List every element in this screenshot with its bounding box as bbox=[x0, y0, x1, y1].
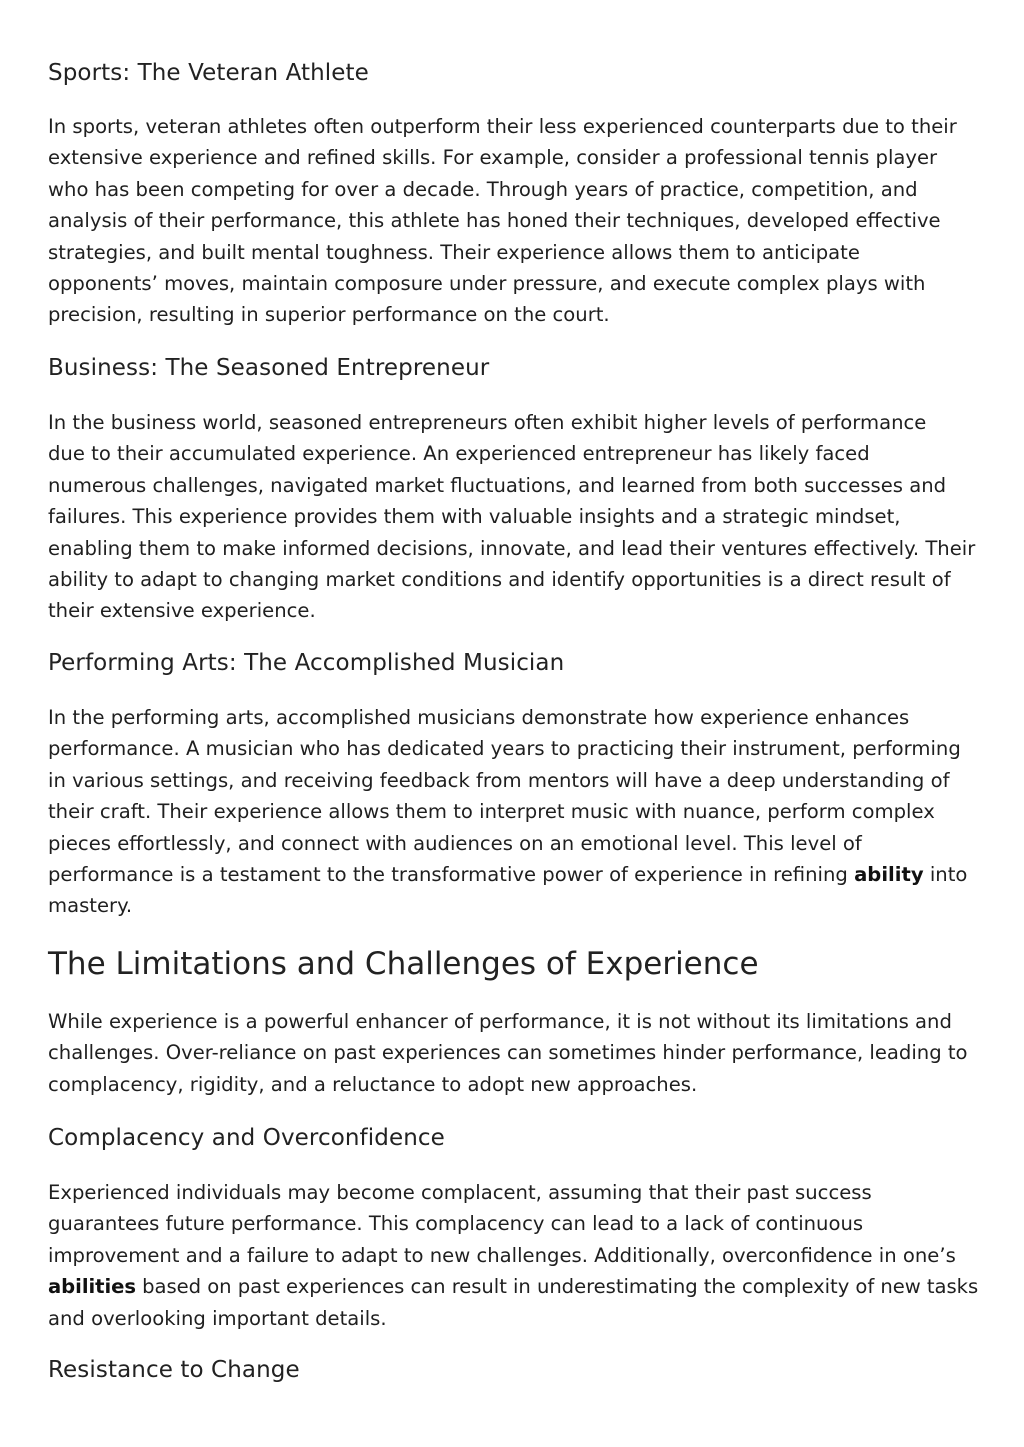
paragraph-line: numerous challenges, navigated market fluctuations, and learned from both successes and bbox=[48, 473, 947, 497]
paragraph-line: ability to adapt to changing market conditions and identify opportunities is a direct result of bbox=[48, 567, 951, 591]
paragraph-limitations bbox=[48, 1006, 978, 1100]
paragraph-line: opponents’ moves, maintain composure under pressure, and execute complex plays with bbox=[48, 271, 926, 295]
paragraph-line: In the business world, seasoned entrepreneurs often exhibit higher levels of performance bbox=[48, 411, 927, 434]
paragraph-line: guarantees future performance. This complacency can lead to a lack of continuous bbox=[48, 1212, 864, 1236]
paragraph-line: their extensive experience. bbox=[48, 599, 316, 623]
paragraph-line: failures. This experience provides them with valuable insights and a strategic mindset, bbox=[48, 505, 901, 529]
paragraph-line bbox=[48, 1271, 978, 1302]
paragraph-line: In sports, veteran athletes often outperform their less experienced counterparts due to their bbox=[48, 115, 957, 138]
paragraph-line: improvement and a failure to adapt to new challenges. Additionally, overconfidence in one’s bbox=[48, 1243, 956, 1267]
section-heading-performing-arts: Performing Arts: The Accomplished Musician bbox=[48, 650, 565, 676]
section-heading-sports: Sports: The Veteran Athlete bbox=[48, 60, 369, 86]
paragraph-performing-arts bbox=[48, 702, 978, 922]
paragraph-line: in various settings, and receiving feedback from mentors will have a deep understanding of bbox=[48, 768, 950, 792]
line-text: into bbox=[923, 862, 968, 886]
paragraph-line: pieces effortlessly, and connect with audiences on an emotional level. This level of bbox=[48, 831, 862, 855]
paragraph-line: While experience is a powerful enhancer of performance, it is not without its limitations and bbox=[48, 1010, 952, 1033]
bold-term-ability: ability bbox=[854, 862, 924, 886]
paragraph-line: enabling them to make informed decisions, innovate, and lead their ventures effectively. Their bbox=[48, 536, 976, 560]
paragraph-line: who has been competing for over a decade. Through years of practice, competition, and bbox=[48, 177, 918, 201]
paragraph-line: analysis of their performance, this athlete has honed their techniques, developed effective bbox=[48, 209, 941, 233]
paragraph-line: extensive experience and refined skills. For example, consider a professional tennis player bbox=[48, 146, 938, 170]
paragraph-line: strategies, and built mental toughness. Their experience allows them to anticipate bbox=[48, 240, 860, 264]
paragraph-line: In the performing arts, accomplished musicians demonstrate how experience enhances bbox=[48, 706, 910, 729]
paragraph-line: due to their accumulated experience. An experienced entrepreneur has likely faced bbox=[48, 442, 870, 466]
paragraph-line: mastery. bbox=[48, 894, 133, 918]
bold-term-abilities: abilities bbox=[48, 1275, 136, 1299]
paragraph-line: and overlooking important details. bbox=[48, 1306, 387, 1330]
line-text: performance is a testament to the transformative power of experience in refining bbox=[48, 862, 855, 886]
section-heading-business: Business: The Seasoned Entrepreneur bbox=[48, 355, 490, 381]
paragraph-line: challenges. Over-reliance on past experiences can sometimes hinder performance, leading to bbox=[48, 1041, 968, 1065]
paragraph-line: their craft. Their experience allows them to interpret music with nuance, perform complex bbox=[48, 800, 935, 824]
section-heading-limitations: The Limitations and Challenges of Experience bbox=[48, 946, 759, 982]
paragraph-complacency bbox=[48, 1177, 978, 1334]
section-heading-complacency: Complacency and Overconfidence bbox=[48, 1125, 445, 1151]
paragraph-line: Experienced individuals may become complacent, assuming that their past success bbox=[48, 1181, 872, 1204]
line-text: based on past experiences can result in underestimating the complexity of new tasks bbox=[135, 1275, 979, 1299]
section-heading-resistance: Resistance to Change bbox=[48, 1357, 300, 1383]
paragraph-sports bbox=[48, 111, 978, 331]
paragraph-line: complacency, rigidity, and a reluctance to adopt new approaches. bbox=[48, 1072, 698, 1096]
paragraph-business bbox=[48, 407, 978, 627]
paragraph-line: precision, resulting in superior performance on the court. bbox=[48, 303, 610, 327]
paragraph-line: performance. A musician who has dedicated years to practicing their instrument, performing bbox=[48, 737, 961, 761]
paragraph-line bbox=[48, 859, 978, 890]
